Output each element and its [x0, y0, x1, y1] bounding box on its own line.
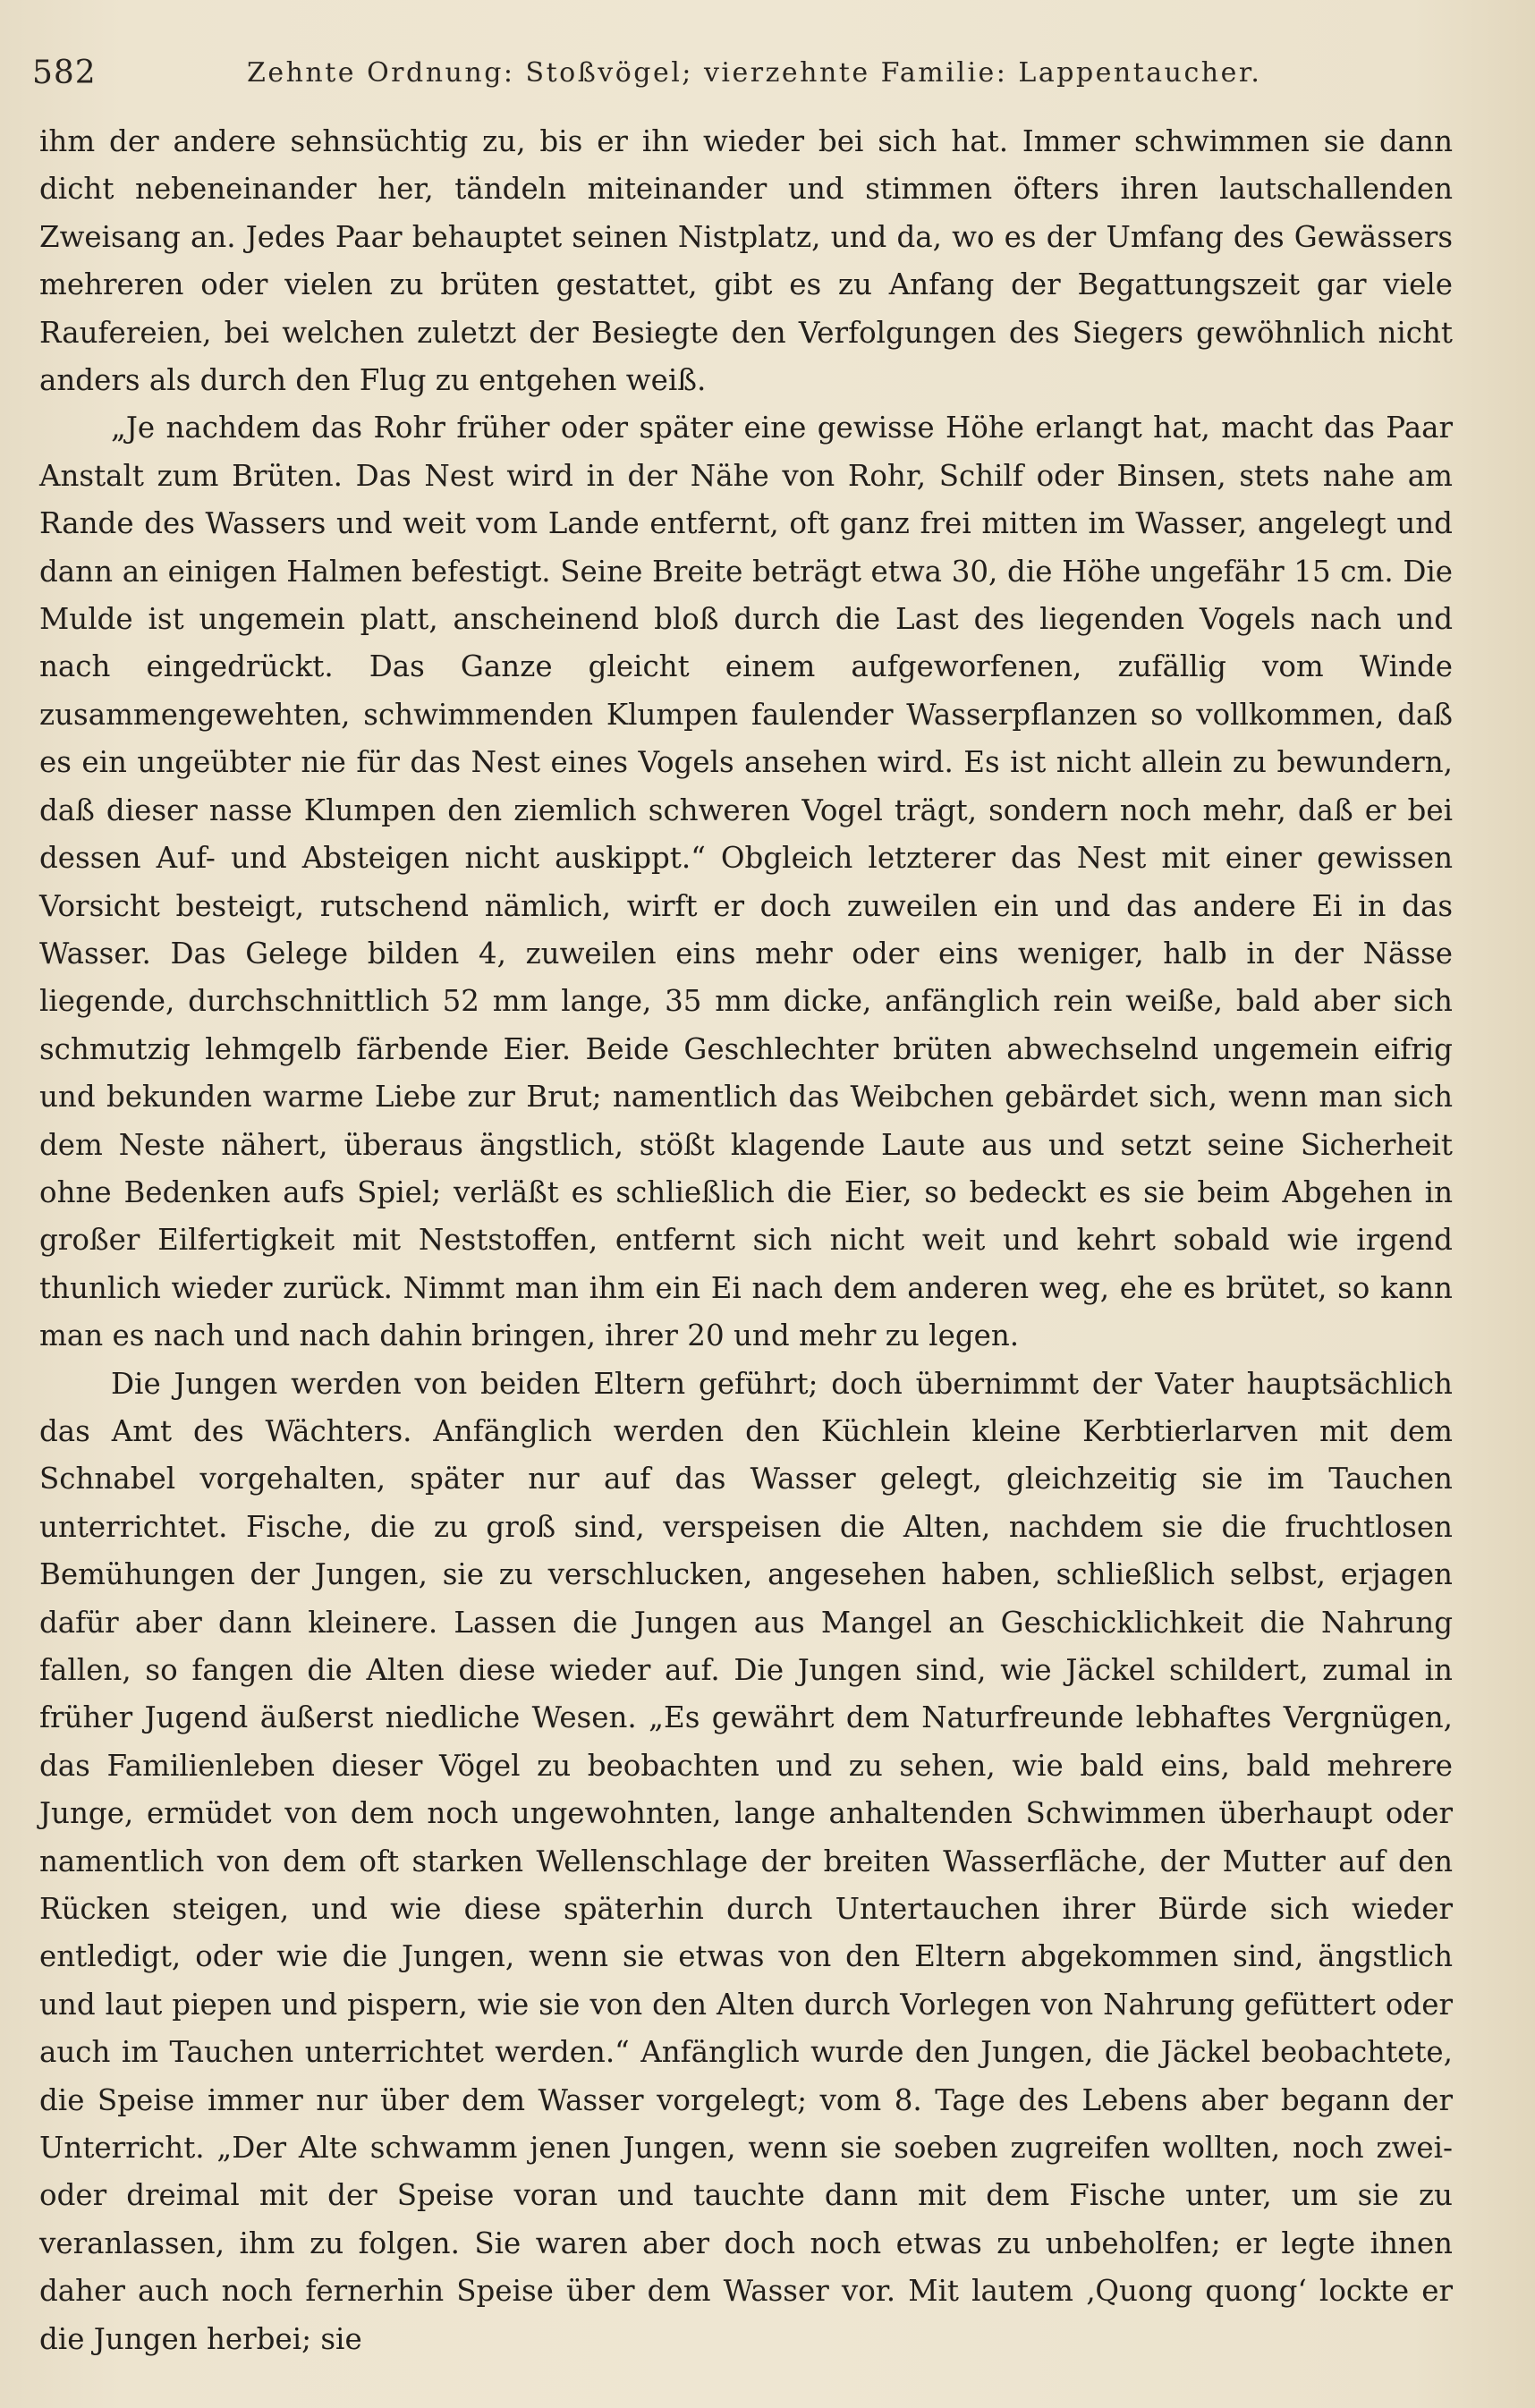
paragraph-2: „Je nachdem das Rohr früher oder später eine gewisse Höhe erlangt hat, macht das Paar Anstalt zum Brüten. Das Nest wird in der Nähe von Rohr, Schilf oder Binsen, stets nahe am Rande des Wassers und weit vom Lande entfernt, oft ganz frei mitten im Wasser, angelegt und dann an einigen Halmen befestigt. Seine Breite beträgt etwa 30, die Höhe ungefähr 15 cm. Die Mulde ist ungemein platt, anscheinend bloß durch die Last des liegenden Vogels nach und nach eingedrückt. Das Ganze gleicht einem aufgeworfenen, zufällig vom Winde zusammengewehten, schwimmenden Klumpen faulender Wasserpflanzen so vollkommen, daß es ein ungeübter nie für das Nest eines Vogels ansehen wird. Es ist nicht allein zu bewundern, daß dieser nasse Klumpen den ziemlich schweren Vogel trägt, sondern noch mehr, daß er bei dessen Auf- und Absteigen nicht auskippt.“ Obgleich letzterer das Nest mit einer gewissen Vorsicht besteigt, rutschend nämlich, wirft er doch zuweilen ein und das andere Ei in das Wasser. Das Gelege bilden 4, zuweilen eins mehr oder eins weniger, halb in der Nässe liegende, durchschnittlich 52 mm lange, 35 mm dicke, anfänglich rein weiße, bald aber sich schmutzig lehmgelb färbende Eier. Beide Geschlechter brüten abwechselnd ungemein eifrig und bekunden warme Liebe zur Brut; namentlich das Weibchen gebärdet sich, wenn man sich dem Neste nähert, überaus ängstlich, stößt klagende Laute aus und setzt seine Sicherheit ohne Bedenken aufs Spiel; verläßt es schließlich die Eier, so bedeckt es sie beim Abgehen in großer Eilfertigkeit mit Neststoffen, entfernt sich nicht weit und kehrt sobald wie irgend thunlich wieder zurück. Nimmt man ihm ein Ei nach dem anderen weg, ehe es brütet, so kann man es nach und nach dahin bringen, ihrer 20 und mehr zu legen.	[39, 411, 1453, 1353]
paragraph-1: ihm der andere sehnsüchtig zu, bis er ihn wieder bei sich hat. Immer schwimmen sie dann dicht nebeneinander her, tändeln miteinander und stimmen öfters ihren lautschallenden Zweisang an. Jedes Paar behauptet seinen Nistplatz, und da, wo es der Umfang des Gewässers mehreren oder vielen zu brüten gestattet, gibt es zu Anfang der Begattungszeit gar viele Raufereien, bei welchen zuletzt der Besiegte den Verfolgungen des Siegers gewöhnlich nicht anders als durch den Flug zu entgehen weiß.	[39, 124, 1453, 398]
paragraph-3: Die Jungen werden von beiden Eltern geführt; doch übernimmt der Vater hauptsächlich das Amt des Wächters. Anfänglich werden den Küchlein kleine Kerbtierlarven mit dem Schnabel vorgehalten, später nur auf das Wasser gelegt, gleichzeitig sie im Tauchen unterrichtet. Fische, die zu groß sind, verspeisen die Alten, nachdem sie die fruchtlosen Bemühungen der Jungen, sie zu verschlucken, angesehen haben, schließlich selbst, erjagen dafür aber dann kleinere. Lassen die Jungen aus Mangel an Geschicklichkeit die Nahrung fallen, so fangen die Alten diese wieder auf. Die Jungen sind, wie Jäckel schildert, zumal in früher Jugend äußerst niedliche Wesen. „Es gewährt dem Naturfreunde lebhaftes Vergnügen, das Familienleben dieser Vögel zu beobachten und zu sehen, wie bald eins, bald mehrere Junge, ermüdet von dem noch ungewohnten, lange anhaltenden Schwimmen überhaupt oder namentlich von dem oft starken Wellenschlage der breiten Wasserfläche, der Mutter auf den Rücken steigen, und wie diese späterhin durch Untertauchen ihrer Bürde sich wieder entledigt, oder wie die Jungen, wenn sie etwas von den Eltern abgekommen sind, ängstlich und laut piepen und pispern, wie sie von den Alten durch Vorlegen von Nahrung gefüttert oder auch im Tauchen unterrichtet werden.“ Anfänglich wurde den Jungen, die Jäckel beobachtete, die Speise immer nur über dem Wasser vorgelegt; vom 8. Tage des Lebens aber begann der Unterricht. „Der Alte schwamm jenen Jungen, wenn sie soeben zugreifen wollten, noch zwei- oder dreimal mit der Speise voran und tauchte dann mit dem Fische unter, um sie zu veranlassen, ihm zu folgen. Sie waren aber doch noch etwas zu unbeholfen; er legte ihnen daher auch noch fernerhin Speise über dem Wasser vor. Mit lautem ‚Quong quong‘ lockte er die Jungen herbei; sie	[39, 1366, 1453, 2356]
body-text	[39, 118, 1453, 2363]
running-head: Zehnte Ordnung: Stoßvögel; vierzehnte Familie: Lappentaucher.	[247, 57, 1262, 89]
page-header	[32, 52, 1463, 95]
page-number: 582	[32, 55, 97, 91]
